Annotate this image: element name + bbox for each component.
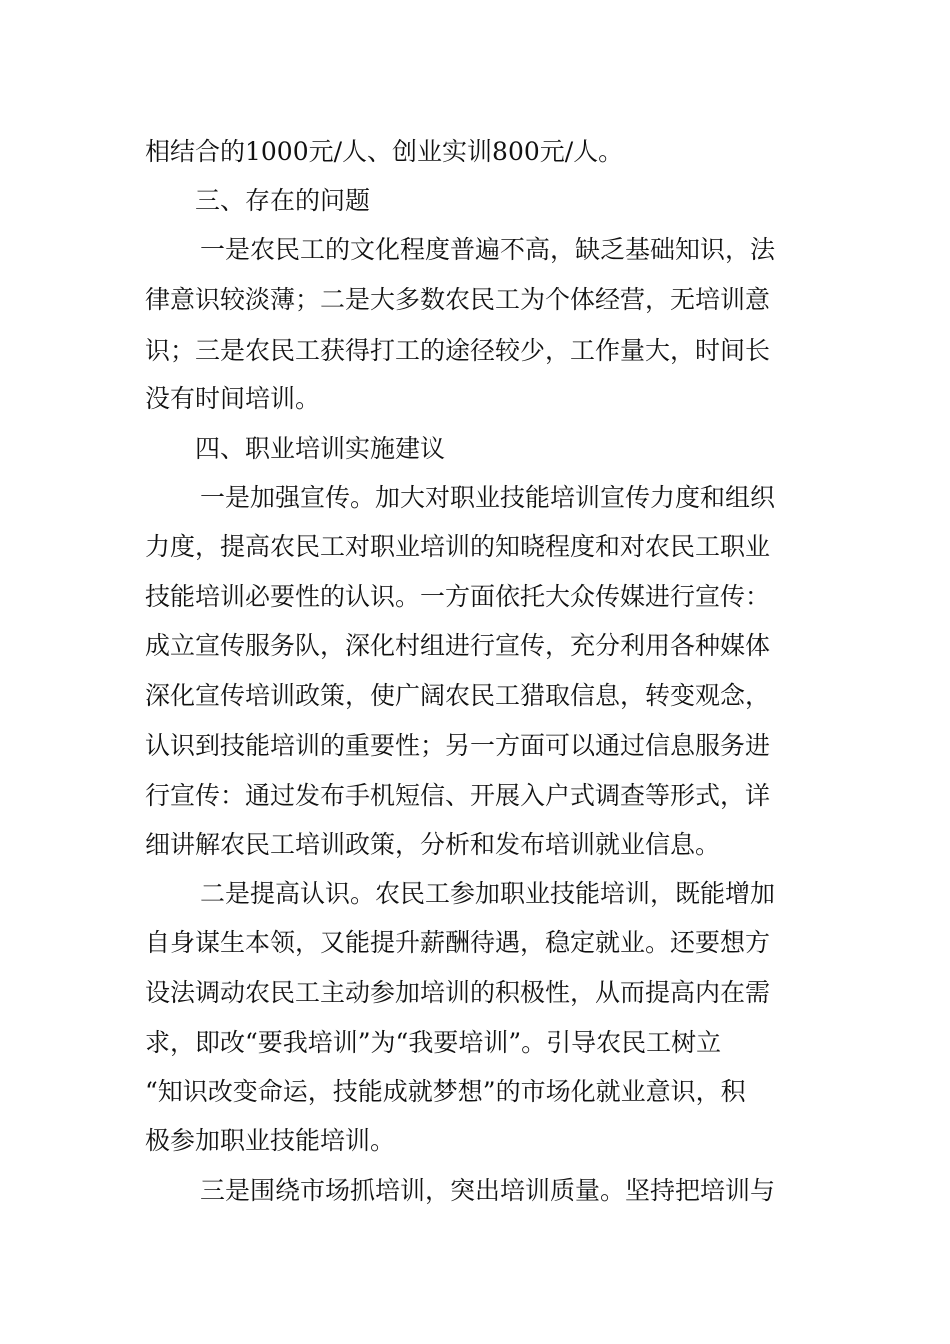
text-line: 设法调动农民工主动参加培训的积极性，从而提高内在需: [145, 978, 771, 1007]
text-line: 相结合的1000元/人、创业实训800元/人。: [145, 137, 624, 166]
text-line: 认识到技能培训的重要性；另一方面可以通过信息服务进: [145, 731, 771, 760]
text-line: 没有时间培训。: [145, 384, 321, 413]
text-line: 二是提高认识。农民工参加职业技能培训，既能增加: [200, 879, 776, 908]
text-line: 力度，提高农民工对职业培训的知晓程度和对农民工职业: [145, 532, 771, 561]
text-line: 成立宣传服务队，深化村组进行宣传，充分利用各种媒体: [145, 631, 771, 660]
text-line: 行宣传：通过发布手机短信、开展入户式调查等形式，详: [145, 781, 771, 810]
text-line: 细讲解农民工培训政策，分析和发布培训就业信息。: [145, 830, 721, 859]
text-line: 律意识较淡薄；二是大多数农民工为个体经营，无培训意: [145, 285, 771, 314]
text-line: 三是围绕市场抓培训，突出培训质量。坚持把培训与: [200, 1176, 776, 1205]
text-line: 技能培训必要性的认识。一方面依托大众传媒进行宣传：: [145, 582, 771, 611]
text-line: 深化宣传培训政策，使广阔农民工猎取信息，转变观念，: [145, 681, 771, 710]
text-line: 一是加强宣传。加大对职业技能培训宣传力度和组织: [200, 483, 776, 512]
text-line: 自身谋生本领，又能提升薪酬待遇，稳定就业。还要想方: [145, 928, 771, 957]
text-line: “知识改变命运，技能成就梦想”的市场化就业意识，积: [145, 1077, 746, 1106]
text-line: 识；三是农民工获得打工的途径较少，工作量大，时间长: [145, 336, 771, 365]
section-heading-problems: 三、存在的问题: [195, 186, 371, 215]
text-line: 求，即改“要我培训”为“我要培训”。引导农民工树立: [145, 1028, 722, 1057]
text-line: 极参加职业技能培训。: [145, 1126, 396, 1155]
text-line: 一是农民工的文化程度普遍不高，缺乏基础知识，法: [200, 235, 776, 264]
section-heading-suggestions: 四、职业培训实施建议: [195, 434, 446, 463]
